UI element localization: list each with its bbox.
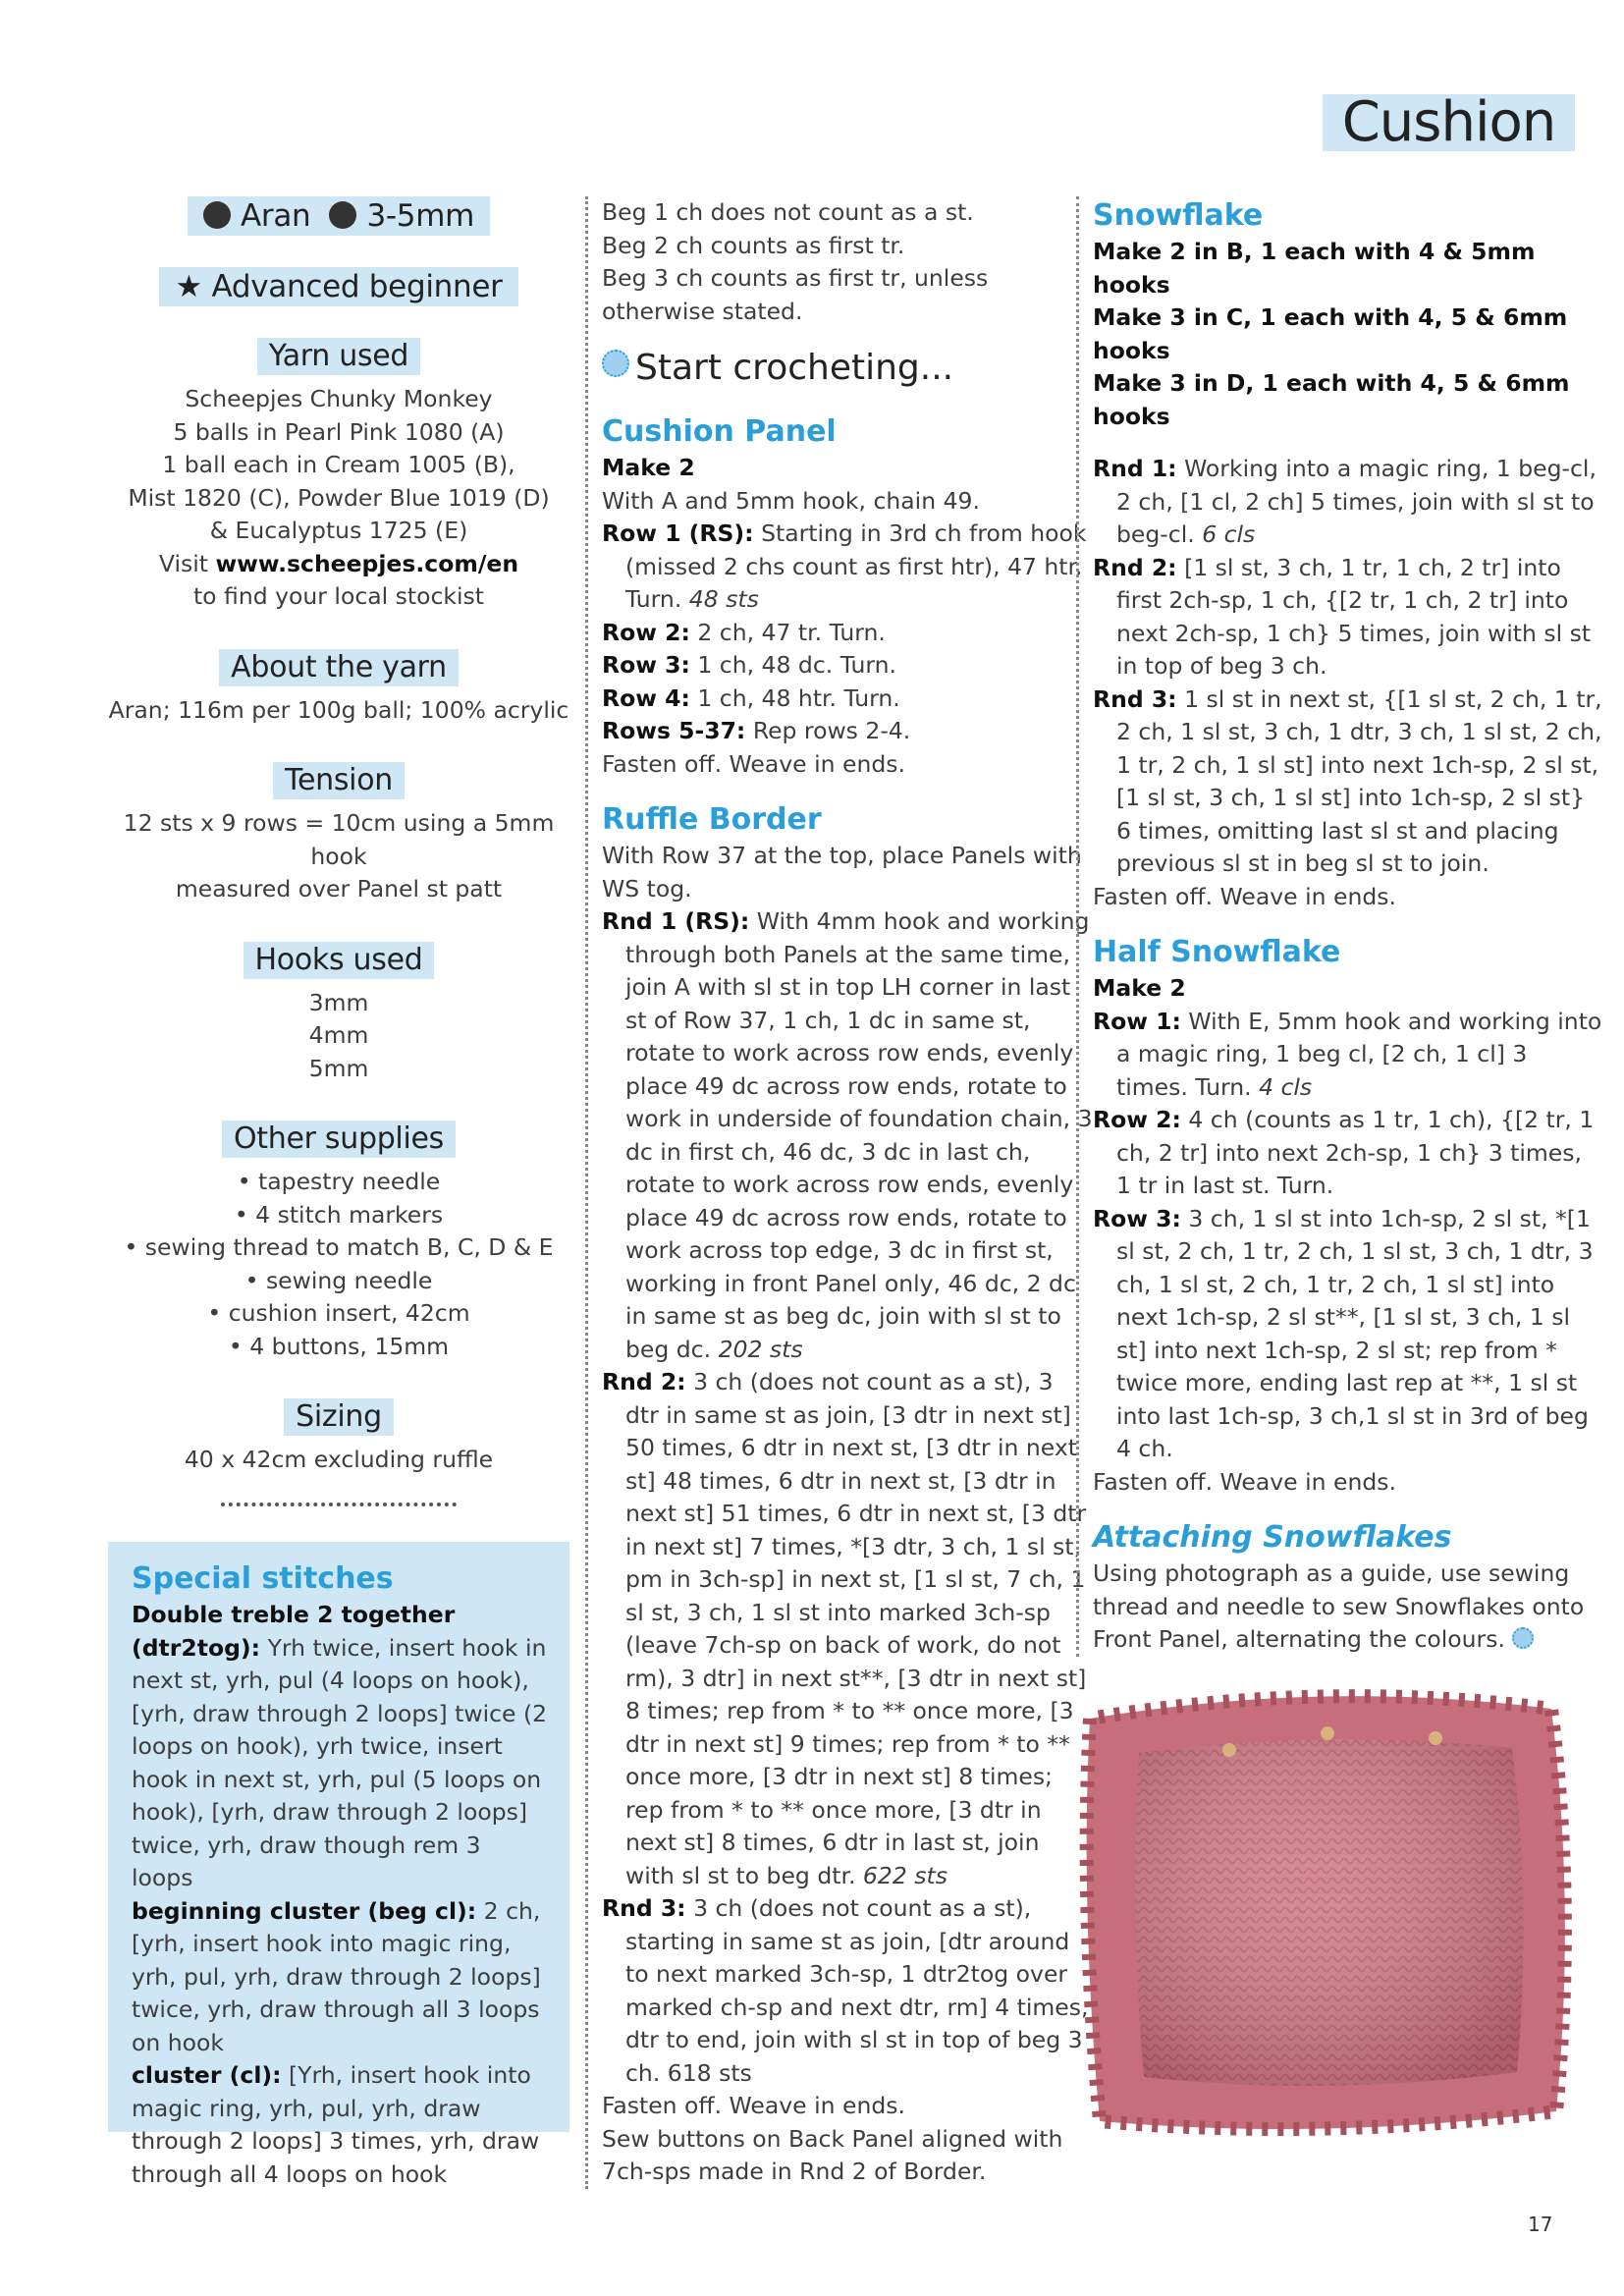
- button: [1429, 1731, 1442, 1745]
- pattern-column-3: Snowflake Make 2 in B, 1 each with 4 & 5mm hooks Make 3 in C, 1 each with 4, 5 & 6mm hooks Make 3 in D, 1 each with 4, 5 & 6mm hooks Rnd 1: Working into a magic ring, 1 beg-cl, 2 ch, [1 cl, 2 ch] 5 times, join with sl st to beg-cl. 6 cls Rnd 2: [1 sl st, 3 ch, 1 tr, 1 ch, 2 tr] into first 2ch-sp, 1 ch, {[2 tr, 1 ch, 2 tr] into next 2ch-sp, 1 ch} 5 times, join with sl st in top of beg 3 ch. Rnd 3: 1 sl st in next st, {[1 sl st, 2 ch, 1 tr, 2 ch, 1 sl st, 3 ch, 1 dtr, 3 ch, 1 sl st, 2 ch, 1 tr, 2 ch, 1 sl st] into next 1ch-sp, 2 sl st, [1 sl st, 3 ch, 1 sl st] into 1ch-sp, 2 sl st} 6 times, omitting last sl st and placing previous sl st in beg sl st to join. Fasten off. Weave in ends. Half Snowflake Make 2 Row 1: With E, 5mm hook and working into a magic ring, 1 beg cl, [2 ch, 1 cl] 3 times. Turn. 4 cls Row 2: 4 ch (counts as 1 tr, 1 ch), {[2 tr, 1 ch, 2 tr] into next 2ch-sp, 1 ch} 3 times, 1 tr in last st. Turn. Row 3: 3 ch, 1 sl st into 1ch-sp, 2 sl st, *[1 sl st, 2 ch, 1 tr, 2 ch, 1 sl st, 3 ch, 1 dtr, 3 ch, 1 sl st, 2 ch, 1 tr, 2 ch, 1 sl st] into next 1ch-sp, 2 sl st**, [1 sl st, 3 ch, 1 sl st] into next 1ch-sp, 2 sl st; rep from * twice more, ending last rep at **, 1 sl st into last 1ch-sp, 3 ch,1 sl st in 3rd of beg 4 ch. Fasten off. Weave in ends. Attaching Snowflakes Using photograph as a guide, use sewing thread and needle to sew Snowflakes onto Front Panel, alternating the colours.: [1076, 196, 1603, 1657]
- notes: Beg 1 ch does not count as a st. Beg 2 ch counts as first tr. Beg 3 ch counts as first tr, unless otherwise stated.: [602, 198, 989, 325]
- ruffle-rnd-3: Rnd 3: 3 ch (does not count as a st), starting in same st as join, [dtr around to next marked 3ch-sp, 1 dtr2tog over marked ch-sp and next dtr, rm] 4 times, dtr to end, join with sl st in top of beg 3 ch. 618 sts: [602, 1894, 1089, 2087]
- sizing-section: Sizing 40 x 42cm excluding ruffle: [184, 1399, 494, 1473]
- info-column: [98, 196, 579, 1506]
- dtr2tog-entry: Double treble 2 together (dtr2tog): Yrh twice, insert hook in next st, yrh, pul (4 loops on hook), [yrh, draw through 2 loops] twice (2 loops on hook), yrh twice, insert hook in next st, yrh, pul (5 loops on hook), [yrh, draw through 2 loops] twice, yrh, draw though rem 3 loops: [132, 1601, 548, 1891]
- beg-cl-entry: beginning cluster (beg cl): 2 ch, [yrh, insert hook into magic ring, yrh, pul, yrh, draw through 2 loops] twice, yrh, draw through all 3 loops on hook: [132, 1896, 541, 2056]
- ruffle-title: Ruffle Border: [602, 802, 822, 837]
- half-snowflake-title: Half Snowflake: [1093, 935, 1341, 969]
- skill-level-badge: ★ Advanced beginner: [159, 267, 517, 306]
- star-icon: ★: [175, 269, 202, 304]
- section-label: Other supplies: [222, 1121, 456, 1158]
- snowflake-title: Snowflake: [1093, 198, 1264, 233]
- start-heading: Start crocheting...: [602, 344, 1093, 393]
- button: [1321, 1726, 1334, 1740]
- yarn-used-section: [98, 338, 579, 614]
- panel-row-1: Row 1 (RS): Starting in 3rd ch from hook (missed 2 chs count as first htr), 47 htr. Turn. 48 sts: [602, 519, 1087, 613]
- yarn-weight-badge: Aran 3-5mm: [188, 196, 490, 236]
- ruffle-rnd-2: Rnd 2: 3 ch (does not count as a st), 3 dtr in same st as join, [3 dtr in next st] 50 times, 6 dtr in next st, [3 dtr in next st] 48 times, 6 dtr in next st, [3 dtr in next st] 51 times, 6 dtr in next st, [3 dtr in next st] 7 times, *[3 dtr, 3 ch, 1 sl st, pm in 3ch-sp] in next st, [1 sl st, 7 ch, 1 sl st, 3 ch, 1 sl st into marked 3ch-sp (leave 7ch-sp on back of work, do not rm), 3 dtr] in next st**, [3 dtr in next st] 8 times; rep from * to ** once more, [3 dtr in next st] 9 times; rep from * to ** once more, [3 dtr in next st] 8 times; rep from * to ** once more, [3 dtr in next st] 8 times, 6 dtr in last st, join with sl st to beg dtr. 622 sts: [602, 1368, 1087, 1889]
- pattern-column-2: Beg 1 ch does not count as a st. Beg 2 ch counts as first tr. Beg 3 ch counts as first tr, unless otherwise stated. Start crocheting... Cushion Panel Make 2 With A and 5mm hook, chain 49. Row 1 (RS): Starting in 3rd ch from hook (missed 2 chs count as first htr), 47 htr. Turn. 48 sts Row 2: 2 ch, 47 tr. Turn. Row 3: 1 ch, 48 dc. Turn. Row 4: 1 ch, 48 htr. Turn. Rows 5-37: Rep rows 2-4. Fasten off. Weave in ends. Ruffle Border With Row 37 at the top, place Panels with WS tog. Rnd 1 (RS): With 4mm hook and working through both Panels at the same time, join A with sl st in top LH corner in last st of Row 37, 1 ch, 1 dc in same st, rotate to work across row ends, evenly place 49 dc across row ends, rotate to work in underside of foundation chain, 3 dc in first ch, 46 dc, 3 dc in last ch, rotate to work across row ends, evenly place 49 dc across row ends, rotate to work across top edge, 3 dc in first st, working in front Panel only, 46 dc, 2 dc in same st as beg dc, join with sl st to beg dc. 202 sts Rnd 2: 3 ch (does not count as a st), 3 dtr in same st as join, [3 dtr in next st] 50 times, 6 dtr in next st, [3 dtr in next st] 48 times, 6 dtr in next st, [3 dtr in next st] 51 times, 6 dtr in next st, [3 dtr in next st] 7 times, *[3 dtr, 3 ch, 1 sl st, pm in 3ch-sp] in next st, [1 sl st, 7 ch, 1 sl st, 3 ch, 1 sl st into marked 3ch-sp (leave 7ch-sp on back of work, do not rm), 3 dtr] in next st**, [3 dtr in next st] 8 times; rep from * to ** once more, [3 dtr in next st] 9 times; rep from * to ** once more, [3 dtr in next st] 8 times; rep from * to ** once more, [3 dtr in next st] 8 times, 6 dtr in last st, join with sl st to beg dtr. 622 sts Rnd 3: 3 ch (does not count as a st), starting in same st as join, [dtr around to next marked 3ch-sp, 1 dtr2tog over marked ch-sp and next dtr, rm] 4 times, dtr to end, join with sl st in top of beg 3 ch. 618 sts Fasten off. Weave in ends. Sew buttons on Back Panel aligned with 7ch-sps made in Rnd 2 of Border.: [585, 196, 1093, 2189]
- yarn-ball-icon: [602, 350, 629, 377]
- section-label: Hooks used: [244, 942, 435, 979]
- page-number: 17: [1528, 2213, 1553, 2236]
- supplies-section: Other supplies • tapestry needle • 4 stitch markers • sewing thread to match B, C, D & E • sewing needle • cushion insert, 42cm • 4 buttons, 15mm: [124, 1121, 554, 1360]
- section-label: Yarn used: [257, 338, 420, 375]
- website-link[interactable]: www.scheepjes.com/en: [215, 549, 519, 577]
- special-stitches-title: Special stitches: [132, 1561, 394, 1596]
- yarn-ball-icon: [1512, 1627, 1534, 1649]
- ruffle-rnd-1: Rnd 1 (RS): With 4mm hook and working through both Panels at the same time, join A with sl st in top LH corner in last st of Row 37, 1 ch, 1 dc in same st, rotate to work across row ends, evenly place 49 dc across row ends, rotate to work in underside of foundation chain, 3 dc in first ch, 46 dc, 3 dc in last ch, rotate to work across row ends, evenly place 49 dc across row ends, rotate to work across top edge, 3 dc in first st, working in front Panel only, 46 dc, 2 dc in same st as beg dc, join with sl st to beg dc. 202 sts: [602, 907, 1093, 1363]
- tension-section: Tension 12 sts x 9 rows = 10cm using a 5mm hook measured over Panel st patt: [123, 763, 555, 902]
- cl-entry: cluster (cl): [Yrh, insert hook into magic ring, yrh, pul, yrh, draw through 2 loops] 3 times, yrh, draw through all 4 loops on hook: [132, 2061, 540, 2188]
- about-yarn-section: About the yarn Aran; 116m per 100g ball; 100% acrylic: [108, 649, 569, 724]
- section-label: Sizing: [284, 1398, 394, 1436]
- panel-title: Cushion Panel: [602, 414, 837, 449]
- page-title: Cushion: [1323, 94, 1575, 151]
- hook-icon: [329, 201, 356, 229]
- cushion-photo: [1070, 1679, 1581, 2141]
- button: [1222, 1743, 1236, 1757]
- hooks-section: Hooks used 3mm 4mm 5mm: [98, 942, 579, 1086]
- section-label: Tension: [273, 762, 405, 799]
- yarn-list: Scheepjes Chunky Monkey 5 balls in Pearl Pink 1080 (A) 1 ball each in Cream 1005 (B), Mist 1820 (C), Powder Blue 1019 (D) & Eucalyptus 1725 (E) Visit www.scheepjes.com/en to find your local stockist: [128, 385, 550, 610]
- special-stitches-box: [108, 1542, 569, 2188]
- attaching-title: Attaching Snowflakes: [1093, 1520, 1452, 1555]
- yarn-ball-icon: [203, 201, 231, 229]
- section-label: About the yarn: [219, 649, 459, 686]
- divider: [221, 1503, 457, 1506]
